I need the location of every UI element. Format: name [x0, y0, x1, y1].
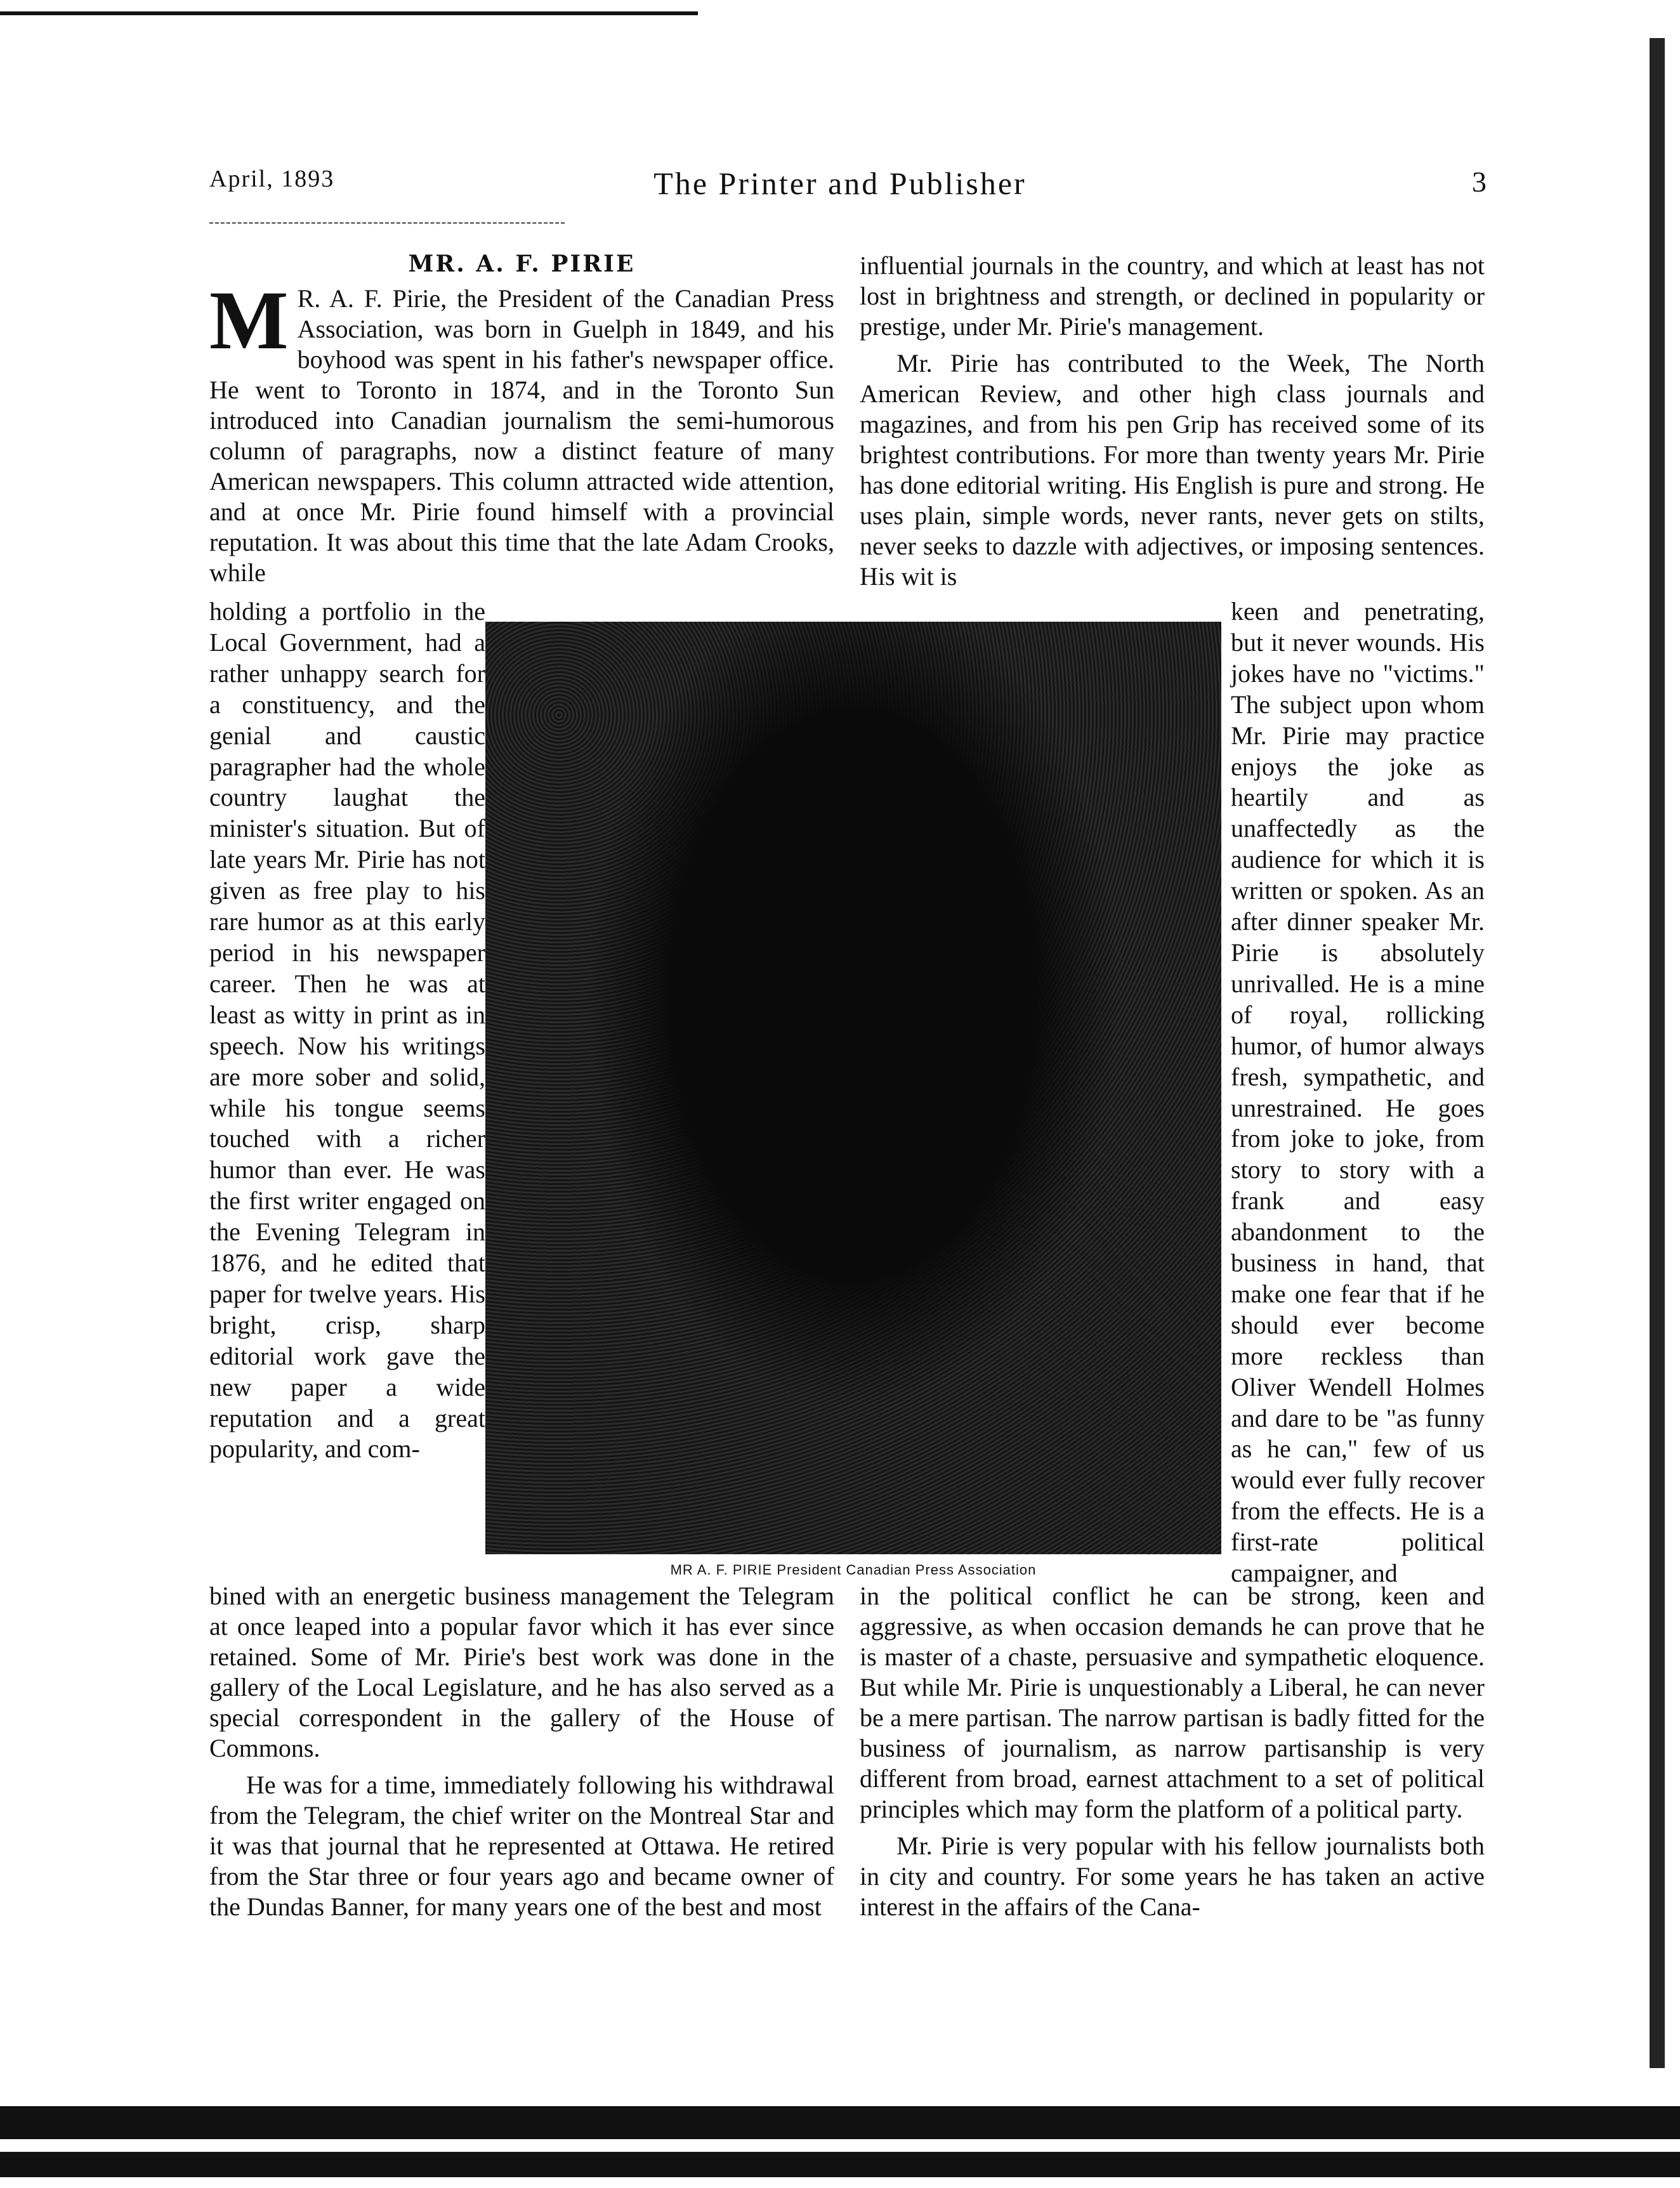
page-number: 3 — [1472, 166, 1488, 198]
top-rule — [0, 11, 698, 15]
paragraph-montreal-star: He was for a time, immediately following his withdrawal from the Telegram, the chief writer on the Montreal Star and it was that journal that he represented at Ottawa. He retired from the Star three or four years ago and became owner of the Dundas Banner, for many years one of the best and most — [209, 1771, 834, 1921]
running-head-date: April, 1893 — [209, 166, 335, 192]
left-narrow-column — [209, 596, 485, 1465]
right-narrow-column — [1231, 596, 1485, 1589]
header-divider — [209, 222, 565, 224]
paragraph-telegram: bined with an energetic business management the Telegram at once leaped into a popular favor which it has ever since retained. Some of Mr. Pirie's best work was done in the gallery of the Local Legislature, and he has also served as a special correspondent in the gallery of the House of Commons. — [209, 1582, 834, 1762]
photo-caption: MR A. F. PIRIE President Canadian Press Association — [670, 1562, 1037, 1578]
left-column-bottom — [209, 1581, 834, 1922]
paragraph-contributions: Mr. Pirie has contributed to the Week, The North American Review, and other high class journals and magazines, and from his pen Grip has received some of its brightest contributions. For more than twenty years Mr. Pirie has done editorial writing. His English is pure and strong. He uses plain, simple words, never rants, never gets on stilts, never seeks to dazzle with adjectives, or imposing sentences. His wit is — [860, 349, 1485, 591]
paragraph-wit: keen and penetrating, but it never wounds. His jokes have no "victims." The subject upon whom Mr. Pirie may practice enjoys the joke as heartily and as unaffectedly as the audience for which it is written or spoken. As an after dinner speaker Mr. Pirie is absolutely unrivalled. He is a mine of royal, rollicking humor, of humor always fresh, sympathetic, and unrestrained. He goes from joke to joke, from story to story with a frank and easy abandonment to the business in hand, that make one fear that if he should ever become more reckless than Oliver Wendell Holmes and dare to be "as funny as he can," few of us would ever fully recover from the effects. He is a first-rate political campaigner, and — [1231, 597, 1485, 1588]
right-column-bottom — [860, 1581, 1485, 1922]
paragraph-political: in the political conflict he can be strong, keen and aggressive, as when occasion demands he can prove that he is master of a chaste, persuasive and sympathetic eloquence. But while Mr. Pirie is unquestionably a Liberal, he can never be a mere partisan. The narrow partisan is badly fitted for the business of journalism, as narrow partisanship is very different from broad, earnest attachment to a set of political principles which may form the platform of a political party. — [860, 1582, 1485, 1823]
paragraph-intro: R. A. F. Pirie, the President of the Canadian Press Association, was born in Guelph in 1849, and his boyhood was spent in his father's newspaper office. He went to Toronto in 1874, and in the Toronto Sun introduced into Canadian journalism the semi-humorous column of paragraphs, now a distinct feature of many American newspapers. This column attracted wide attention, and at once Mr. Pirie found himself with a provincial reputation. It was about this time that the late Adam Crooks, while — [209, 284, 834, 587]
left-column-top — [209, 251, 834, 588]
paragraph-popular: Mr. Pirie is very popular with his fellow journalists both in city and country. For some years he has taken an active interest in the affairs of the Cana- — [860, 1831, 1485, 1921]
scan-edge-shadow — [1650, 38, 1665, 2068]
paragraph-portfolio: holding a portfolio in the Local Government, had a rather unhappy search for a constituency, and the genial and caustic paragrapher had the whole country laughat the minister's situation. But of late years Mr. Pirie has not given as free play to his rare humor as at this early period in his newspaper career. Then he was at least as witty in print as in speech. Now his writings are more sober and solid, while his tongue seems touched with a richer humor than ever. He was the first writer engaged on the Evening Telegram in 1876, and he edited that paper for twelve years. His bright, crisp, sharp editorial work gave the new paper a wide reputation and a great popularity, and com- — [209, 597, 485, 1464]
drop-cap: M — [209, 273, 289, 367]
article-title: MR. A. F. PIRIE — [408, 251, 636, 277]
running-head-title: The Printer and Publisher — [653, 166, 1027, 201]
bottom-scan-band — [0, 2106, 1680, 2139]
bottom-scan-band-lower — [0, 2152, 1680, 2177]
portrait-photo — [485, 622, 1221, 1554]
paragraph-influential: influential journals in the country, and which at least has not lost in brightness and strength, or declined in popularity or prestige, under Mr. Pirie's management. — [860, 251, 1485, 341]
right-column-top — [860, 251, 1485, 592]
